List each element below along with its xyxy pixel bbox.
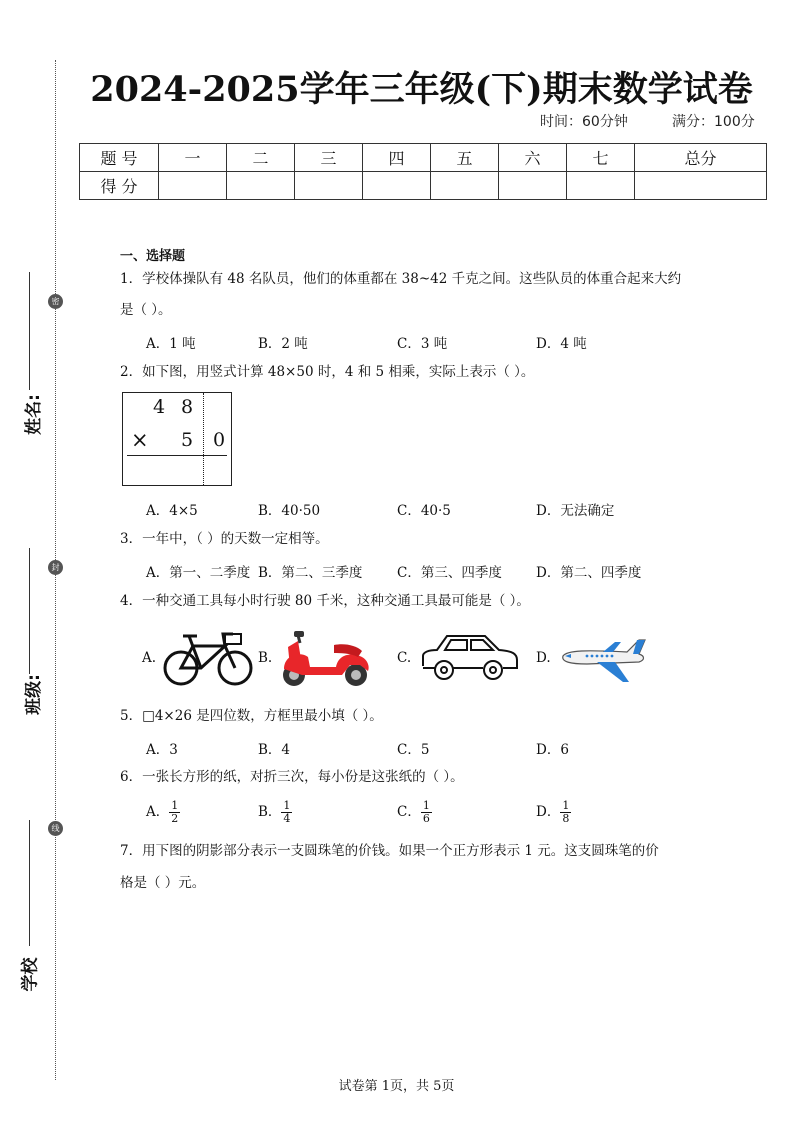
q3-option-c[interactable]: C．第三、四季度 xyxy=(397,565,502,581)
bottom-digit-0: 0 xyxy=(213,429,226,451)
exam-time: 时间：60分钟 xyxy=(540,114,628,130)
result-line xyxy=(127,455,227,456)
q6-option-b[interactable] xyxy=(258,800,292,825)
q4-option-a[interactable]: A. xyxy=(142,650,157,666)
score-table-header-row xyxy=(80,144,767,172)
q2-option-a[interactable]: A．4×5 xyxy=(146,503,198,519)
q6-option-d[interactable] xyxy=(536,800,571,825)
top-digit-4: 4 xyxy=(153,396,166,418)
score-table xyxy=(79,143,767,200)
score-table-score-row xyxy=(80,172,767,200)
airplane-icon xyxy=(557,636,651,684)
bottom-digit-5: 5 xyxy=(181,429,194,451)
seal-feng: 封 xyxy=(48,560,63,575)
denominator: 4 xyxy=(283,812,291,825)
q2-option-b[interactable]: B．40·50 xyxy=(258,503,321,519)
fraction xyxy=(421,800,432,825)
q4-option-c[interactable]: C. xyxy=(397,650,412,666)
q5-option-c[interactable]: C．5 xyxy=(397,742,430,758)
q5-option-a[interactable]: A．3 xyxy=(146,742,178,758)
q1-option-a[interactable]: A．1 吨 xyxy=(146,336,196,352)
q6-option-d-letter: D． xyxy=(536,804,561,820)
fraction xyxy=(560,800,571,825)
q1-option-d[interactable]: D．4 吨 xyxy=(536,336,587,352)
question-1-line-1: 1．学校体操队有 48 名队员，他们的体重都在 38~42 千克之间。这些队员的体重合起来大约 xyxy=(120,271,682,287)
fraction xyxy=(281,800,292,825)
vertical-multiplication-figure xyxy=(122,392,232,486)
score-cell-6[interactable] xyxy=(499,172,567,200)
seal-mi: 密 xyxy=(48,294,63,309)
q1-option-c[interactable]: C．3 吨 xyxy=(397,336,448,352)
question-5-text: 5．□4×26 是四位数，方框里最小填（ ）。 xyxy=(120,708,383,724)
question-2-text: 2．如下图，用竖式计算 48×50 时，4 和 5 相乘，实际上表示（ ）。 xyxy=(120,364,535,380)
q4-option-d[interactable]: D. xyxy=(536,650,551,666)
col-header-4: 四 xyxy=(363,144,431,172)
question-4-text: 4．一种交通工具每小时行驶 80 千米，这种交通工具最可能是（ ）。 xyxy=(120,593,530,609)
school-underline xyxy=(29,820,30,946)
numerator: 1 xyxy=(283,799,291,812)
q6-option-a[interactable] xyxy=(146,800,180,825)
question-7-line-2: 格是（ ）元。 xyxy=(120,875,206,891)
q6-option-b-letter: B． xyxy=(258,804,282,820)
score-cell-4[interactable] xyxy=(363,172,431,200)
row-header-score: 得 分 xyxy=(80,172,159,200)
q4-option-b[interactable]: B. xyxy=(258,650,273,666)
score-cell-total[interactable] xyxy=(635,172,767,200)
name-underline xyxy=(29,272,30,390)
question-7-line-1: 7．用下图的阴影部分表示一支圆珠笔的价钱。如果一个正方形表示 1 元。这支圆珠笔的价 xyxy=(120,843,659,859)
page-footer: 试卷第 1页，共 5页 xyxy=(338,1079,455,1094)
car-icon xyxy=(419,632,521,682)
q5-option-b[interactable]: B．4 xyxy=(258,742,291,758)
col-header-1: 一 xyxy=(159,144,227,172)
q3-option-d[interactable]: D．第二、四季度 xyxy=(536,565,642,581)
q1-option-b[interactable]: B．2 吨 xyxy=(258,336,308,352)
col-header-3: 三 xyxy=(295,144,363,172)
class-underline xyxy=(29,548,30,674)
page-title: 2024-2025学年三年级(下)期末数学试卷 xyxy=(90,69,753,110)
bicycle-icon xyxy=(163,630,255,686)
numerator: 1 xyxy=(562,799,570,812)
scooter-icon xyxy=(280,627,372,689)
numerator: 1 xyxy=(422,799,430,812)
full-score: 满分：100分 xyxy=(672,114,755,130)
q2-option-d[interactable]: D．无法确定 xyxy=(536,503,615,519)
score-cell-5[interactable] xyxy=(431,172,499,200)
score-cell-7[interactable] xyxy=(567,172,635,200)
question-3-text: 3．一年中，（ ）的天数一定相等。 xyxy=(120,531,329,547)
q6-option-c-letter: C． xyxy=(397,804,421,820)
col-header-2: 二 xyxy=(227,144,295,172)
score-cell-1[interactable] xyxy=(159,172,227,200)
col-header-7: 七 xyxy=(567,144,635,172)
fraction xyxy=(169,800,180,825)
denominator: 2 xyxy=(171,812,179,825)
section-title: 一、选择题 xyxy=(120,249,186,264)
question-6-text: 6．一张长方形的纸，对折三次，每小份是这张纸的（ ）。 xyxy=(120,769,464,785)
score-cell-2[interactable] xyxy=(227,172,295,200)
question-1-line-2: 是（ ）。 xyxy=(120,302,172,318)
numerator: 1 xyxy=(171,799,179,812)
col-header-5: 五 xyxy=(431,144,499,172)
col-header-total: 总分 xyxy=(635,144,767,172)
school-label: 学校 xyxy=(20,957,41,992)
denominator: 8 xyxy=(562,812,570,825)
q5-option-d[interactable]: D．6 xyxy=(536,742,569,758)
column-dotted-divider xyxy=(203,393,204,485)
q6-option-c[interactable] xyxy=(397,800,432,825)
class-label: 班级: xyxy=(23,674,44,715)
row-header-question-number: 题 号 xyxy=(80,144,159,172)
name-label: 姓名: xyxy=(23,394,44,435)
col-header-6: 六 xyxy=(499,144,567,172)
q3-option-a[interactable]: A．第一、二季度 xyxy=(146,565,251,581)
q2-option-c[interactable]: C．40·5 xyxy=(397,503,451,519)
denominator: 6 xyxy=(422,812,430,825)
score-cell-3[interactable] xyxy=(295,172,363,200)
seal-xian: 线 xyxy=(48,821,63,836)
times-sign: × xyxy=(131,428,149,452)
top-digit-8: 8 xyxy=(181,396,194,418)
q6-option-a-letter: A． xyxy=(146,804,170,820)
q3-option-b[interactable]: B．第二、三季度 xyxy=(258,565,363,581)
